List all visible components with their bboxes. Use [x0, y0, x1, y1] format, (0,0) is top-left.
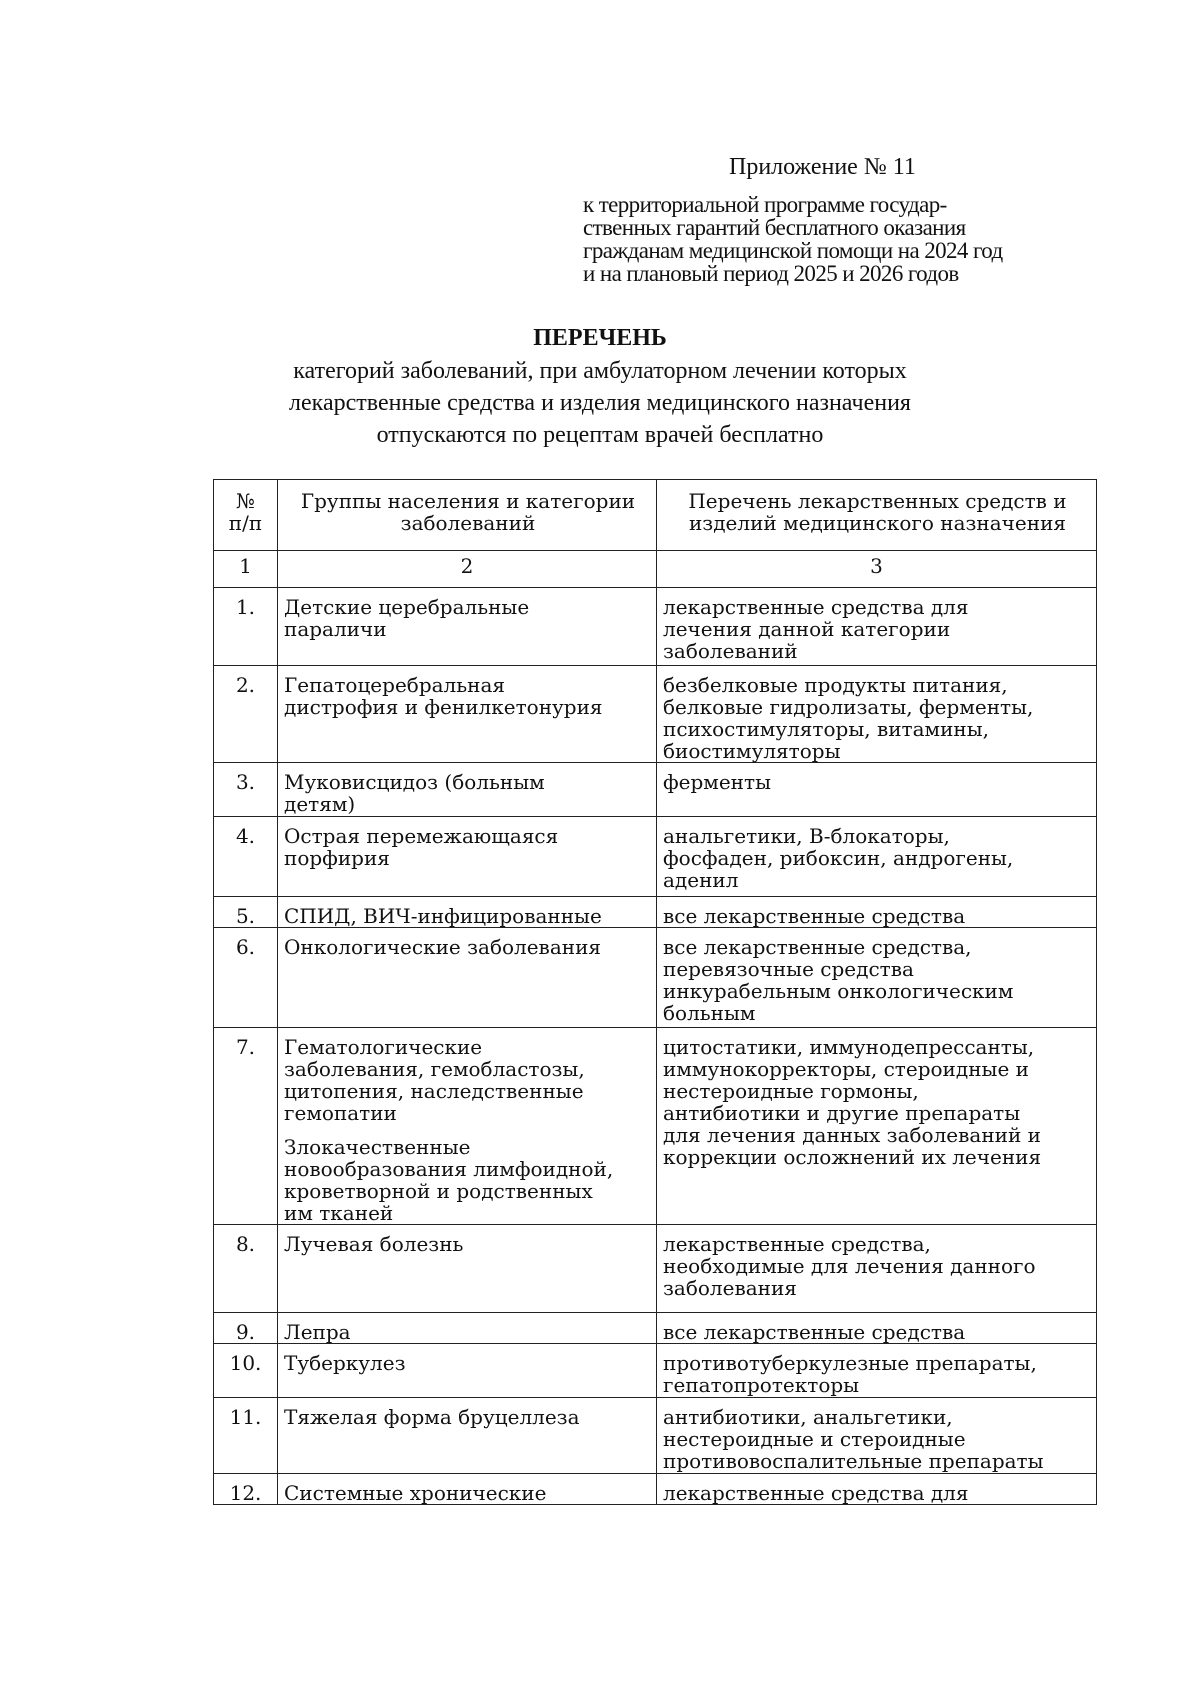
medication-list-cell [657, 1225, 1097, 1313]
medication-line: безбелковые продукты питания, [663, 673, 1008, 697]
table-row [214, 817, 1097, 897]
table-row [214, 666, 1097, 763]
disease-category-table [213, 479, 1097, 1505]
medication-line: лекарственные средства для [663, 1481, 969, 1505]
medication-line: белковые гидролизаты, ферменты, [663, 695, 1034, 719]
row-number: 4. [214, 817, 278, 897]
subtitle-line: отпускаются по рецептам врачей бесплатно [376, 422, 824, 448]
group-line: Тяжелая форма бруцеллеза [284, 1405, 580, 1429]
group-line: Муковисцидоз (больным [284, 770, 545, 794]
medication-line: все лекарственные средства [663, 904, 966, 928]
row-number: 5. [214, 897, 278, 928]
group-line: цитопения, наследственные [284, 1079, 584, 1103]
medication-line: антибиотики и другие препараты [663, 1101, 1021, 1125]
group-line: Туберкулез [284, 1351, 406, 1375]
document-subtitle [0, 355, 1200, 451]
population-group-cell [278, 1028, 657, 1225]
medication-line: лечения данной категории [663, 617, 951, 641]
population-group-cell [278, 1225, 657, 1313]
medication-line: анальгетики, В-блокаторы, [663, 824, 950, 848]
header-line: п/п [228, 511, 263, 535]
population-group-cell [278, 1313, 657, 1344]
header-line: № [236, 489, 255, 513]
medication-line: больным [663, 1001, 756, 1025]
medication-line: психостимуляторы, витамины, [663, 717, 990, 741]
medication-line: коррекции осложнений их лечения [663, 1145, 1042, 1169]
annex-ref-line: гражданам медицинской помощи на 2024 год [583, 238, 1003, 263]
medication-list-cell [657, 763, 1097, 817]
population-group-cell [278, 928, 657, 1028]
row-number: 12. [214, 1474, 278, 1505]
medication-line: заболевания [663, 1276, 797, 1300]
population-group-cell [278, 1344, 657, 1398]
medication-line: противотуберкулезные препараты, [663, 1351, 1037, 1375]
group-line: Лучевая болезнь [284, 1232, 464, 1256]
row-number: 6. [214, 928, 278, 1028]
row-number: 1. [214, 588, 278, 666]
table-header-row [214, 480, 1097, 551]
population-group-cell [278, 897, 657, 928]
group-line: им тканей [284, 1201, 394, 1225]
group-line: детям) [284, 792, 356, 816]
group-line: Гематологические [284, 1035, 483, 1059]
annex-ref-line: ственных гарантий бесплатного оказания [583, 215, 966, 240]
table-row [214, 1474, 1097, 1505]
population-group-cell [278, 817, 657, 897]
group-line: Онкологические заболевания [284, 935, 602, 959]
population-group-cell [278, 1474, 657, 1505]
annex-number: Приложение № 11 [729, 154, 916, 180]
medication-list-cell [657, 897, 1097, 928]
medication-line: аденил [663, 868, 739, 892]
header-line: изделий медицинского назначения [688, 511, 1067, 535]
group-line: Лепра [284, 1320, 351, 1344]
medication-list-cell [657, 588, 1097, 666]
column-number: 1 [214, 551, 278, 588]
medication-line: биостимуляторы [663, 739, 841, 763]
group-line: гемопатии [284, 1101, 397, 1125]
group-line: Гепатоцеребральная [284, 673, 506, 697]
group-line: Детские церебральные [284, 595, 530, 619]
population-group-cell [278, 763, 657, 817]
group-line: Острая перемежающаяся [284, 824, 559, 848]
group-line: СПИД, ВИЧ-инфицированные [284, 904, 602, 928]
column-number: 3 [657, 551, 1097, 588]
medication-list-cell [657, 928, 1097, 1028]
row-number: 8. [214, 1225, 278, 1313]
table-row [214, 1028, 1097, 1225]
row-number: 11. [214, 1398, 278, 1474]
medication-line: все лекарственные средства [663, 1320, 966, 1344]
annex-ref-line: к территориальной программе государ- [583, 192, 947, 217]
row-number: 10. [214, 1344, 278, 1398]
table-row [214, 1344, 1097, 1398]
group-line: кроветворной и родственных [284, 1179, 593, 1203]
group-line: новообразования лимфоидной, [284, 1157, 614, 1181]
medication-line: для лечения данных заболеваний и [663, 1123, 1041, 1147]
medication-line: инкурабельным онкологическим [663, 979, 1014, 1003]
medication-line: цитостатики, иммунодепрессанты, [663, 1035, 1035, 1059]
subtitle-line: категорий заболеваний, при амбулаторном лечении которых [293, 358, 907, 384]
header-line: Перечень лекарственных средств и [688, 489, 1067, 513]
table-row [214, 897, 1097, 928]
group-line: Злокачественные [284, 1135, 471, 1159]
medication-line: гепатопротекторы [663, 1373, 860, 1397]
medication-line: ферменты [663, 770, 771, 794]
medication-line: нестероидные гормоны, [663, 1079, 919, 1103]
medication-list-cell [657, 1398, 1097, 1474]
header-line: заболеваний [400, 511, 536, 535]
medication-line: необходимые для лечения данного [663, 1254, 1036, 1278]
medication-line: фосфаден, рибоксин, андрогены, [663, 846, 1014, 870]
document-title: ПЕРЕЧЕНЬ [533, 325, 667, 351]
group-line: заболевания, гемобластозы, [284, 1057, 585, 1081]
group-line: параличи [284, 617, 387, 641]
population-group-cell [278, 666, 657, 763]
medication-line: противовоспалительные препараты [663, 1449, 1044, 1473]
table-row [214, 763, 1097, 817]
header-list [657, 480, 1097, 551]
medication-list-cell [657, 1028, 1097, 1225]
table-row [214, 588, 1097, 666]
table-row [214, 1225, 1097, 1313]
group-line: дистрофия и фенилкетонурия [284, 695, 603, 719]
annex-ref-line: и на плановый период 2025 и 2026 годов [583, 261, 959, 286]
table-row [214, 1398, 1097, 1474]
row-number: 7. [214, 1028, 278, 1225]
row-number: 3. [214, 763, 278, 817]
medication-list-cell [657, 1313, 1097, 1344]
medication-line: лекарственные средства для [663, 595, 969, 619]
row-number: 2. [214, 666, 278, 763]
medication-list-cell [657, 666, 1097, 763]
medication-list-cell [657, 1344, 1097, 1398]
medication-line: заболеваний [663, 639, 798, 663]
medication-line: иммунокорректоры, стероидные и [663, 1057, 1029, 1081]
medication-line: нестероидные и стероидные [663, 1427, 966, 1451]
group-line: порфирия [284, 846, 390, 870]
group-line: Системные хронические [284, 1481, 547, 1505]
header-line: Группы населения и категории [300, 489, 636, 513]
medication-list-cell [657, 817, 1097, 897]
column-number-row [214, 551, 1097, 588]
table-row [214, 928, 1097, 1028]
population-group-cell [278, 588, 657, 666]
table-row [214, 1313, 1097, 1344]
medication-line: антибиотики, анальгетики, [663, 1405, 953, 1429]
header-num [214, 480, 278, 551]
medication-line: перевязочные средства [663, 957, 914, 981]
medication-line: лекарственные средства, [663, 1232, 931, 1256]
row-number: 9. [214, 1313, 278, 1344]
subtitle-line: лекарственные средства и изделия медицинского назначения [289, 390, 911, 416]
medication-list-cell [657, 1474, 1097, 1505]
medication-line: все лекарственные средства, [663, 935, 972, 959]
annex-reference [583, 193, 1083, 285]
header-group [278, 480, 657, 551]
column-number: 2 [278, 551, 657, 588]
population-group-cell [278, 1398, 657, 1474]
